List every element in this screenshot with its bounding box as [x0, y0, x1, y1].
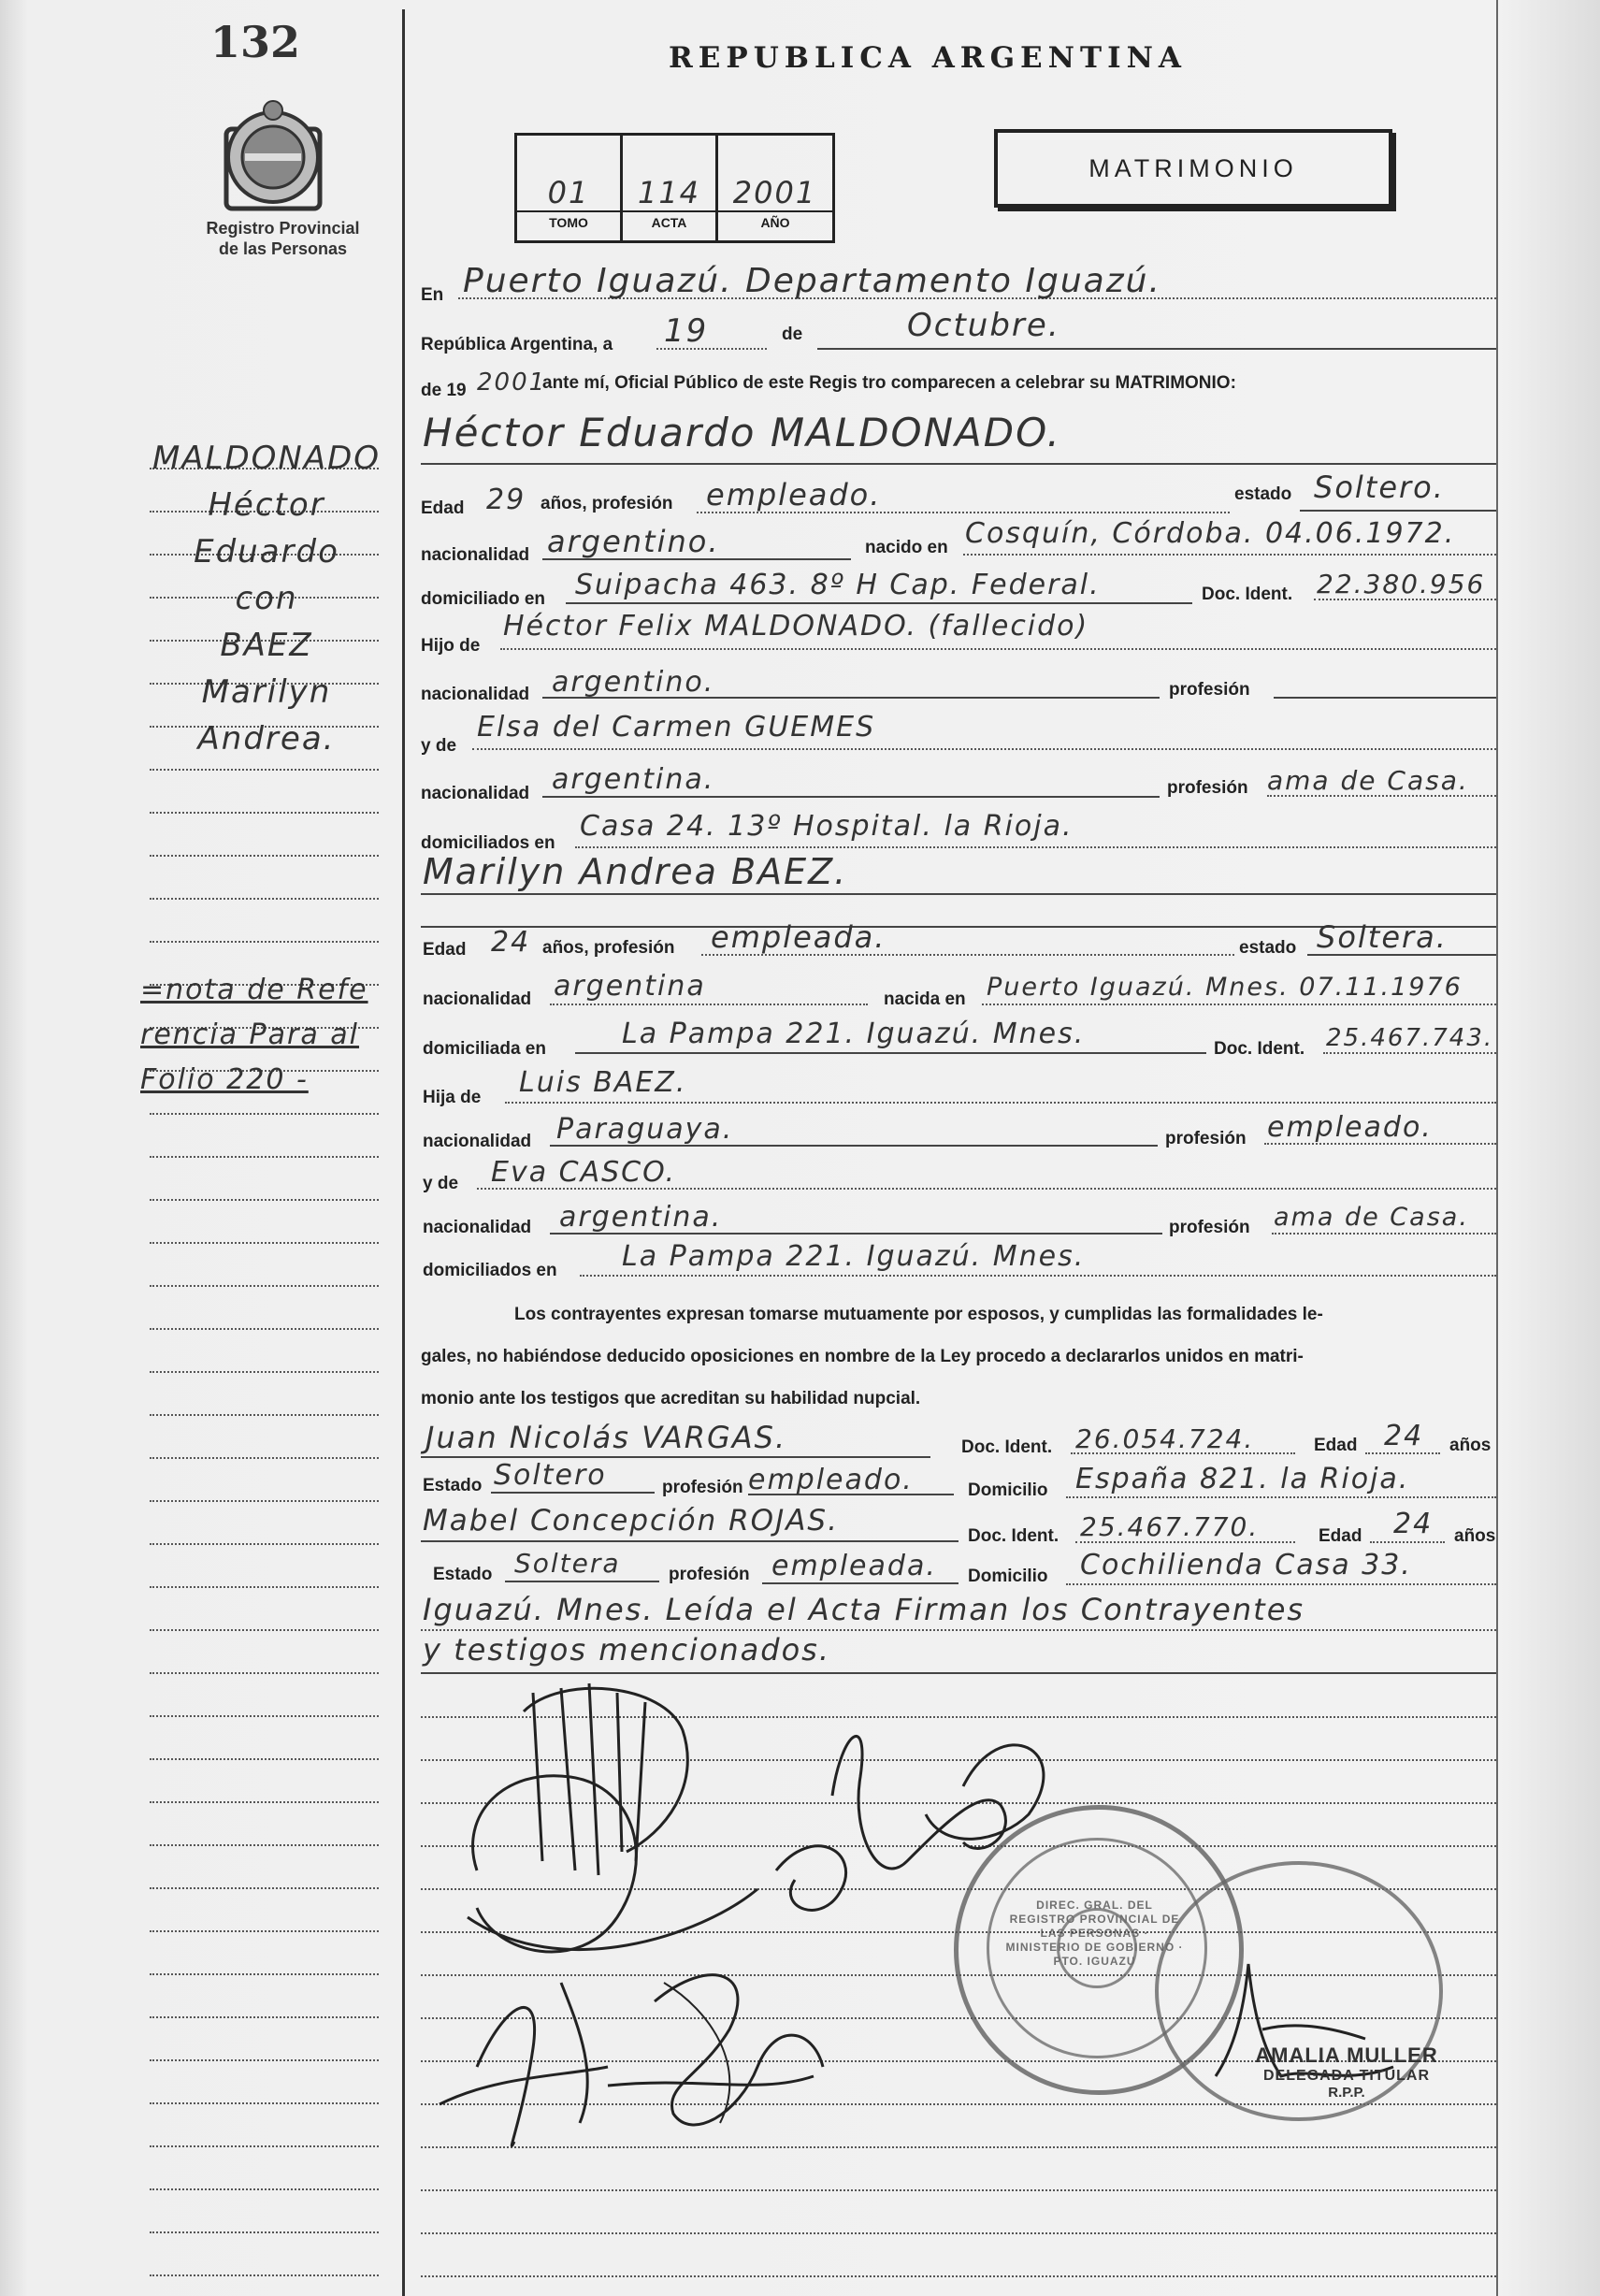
margin-ruled-line: [150, 2188, 379, 2190]
body-ruled-line: [421, 2232, 1496, 2234]
margin-ruled-line: [150, 1113, 379, 1115]
month-value: Octubre.: [907, 307, 1060, 344]
officer-name: AMALIA MULLER: [1255, 2043, 1438, 2067]
groom-age: 29: [486, 484, 526, 516]
witness1-domicilio-label: Domicilio: [968, 1480, 1048, 1500]
bride-doc-label: Doc. Ident.: [1214, 1039, 1305, 1059]
bride-father: Luis BAEZ.: [519, 1066, 687, 1099]
margin-ruled-line: [150, 1887, 379, 1889]
margin-note-line: MALDONADO: [151, 440, 382, 477]
witness2-continuation: Iguazú. Mnes. Leída el Acta Firman los Contrayentes: [423, 1592, 1305, 1627]
margin-note-line: con: [235, 580, 298, 617]
groom-estado-label: estado: [1234, 484, 1292, 504]
margin-ruled-line: [150, 1672, 379, 1674]
declaration-line1: Los contrayentes expresan tomarse mutuamente por esposos, y cumplidas las formalidades le-: [514, 1305, 1323, 1324]
margin-note-line: Héctor: [208, 486, 325, 524]
registry-name: [182, 218, 383, 259]
margin-ruled-line: [150, 1457, 379, 1459]
witness2-doc: 25.467.770.: [1080, 1511, 1260, 1542]
margin-note-line: Eduardo: [194, 533, 339, 570]
bride-mother-profession: ama de Casa.: [1274, 1203, 1469, 1232]
groom-nacionalidad-label: nacionalidad: [421, 545, 530, 565]
groom-nationality: argentino.: [547, 524, 720, 559]
margin-ruled-line: [150, 1371, 379, 1373]
bride-yde-label: y de: [423, 1174, 459, 1193]
groom-mother: Elsa del Carmen GUEMES: [477, 711, 876, 744]
margin-ruled-line: [150, 2231, 379, 2233]
officer-stamp: [1225, 2043, 1468, 2101]
witness1-profesion-label: profesión: [662, 1478, 743, 1497]
bride-domiciliada-label: domiciliada en: [423, 1039, 546, 1059]
bride-profession: empleada.: [711, 919, 886, 955]
margin-ruled-line: [150, 1543, 379, 1545]
round-stamp-text: DIREC. GRAL. DEL REGISTRO PROVINCIAL DE LAS PERSONAS · MINISTERIO DE GOBIERNO · PTO. IGUAZU: [1005, 1899, 1184, 1968]
provincial-seal-logo: [217, 82, 329, 213]
witness1-doc-label: Doc. Ident.: [961, 1437, 1053, 1457]
groom-doc-label: Doc. Ident.: [1202, 585, 1293, 604]
bride-father-nationality: Paraguaya.: [556, 1113, 734, 1146]
bride-parents-address: La Pampa 221. Iguazú. Mnes.: [622, 1240, 1086, 1273]
tomo-label: TOMO: [549, 215, 588, 230]
margin-ruled-line: [150, 2016, 379, 2018]
bride-mother-nat-label: nacionalidad: [423, 1218, 532, 1237]
bride-doc: 25.467.743.: [1326, 1024, 1494, 1052]
record-box: [514, 133, 835, 243]
margin-ruled-line: [150, 2059, 379, 2061]
witness1-estado-label: Estado: [423, 1476, 483, 1495]
margin-ruled-line: [150, 769, 379, 771]
declaration-line3: monio ante los testigos que acreditan su habilidad nupcial.: [421, 1389, 921, 1408]
margin-ruled-line: [150, 1973, 379, 1975]
bride-nationality: argentina: [554, 970, 706, 1003]
groom-mother-nat-label: nacionalidad: [421, 784, 530, 803]
witness1-age: 24: [1384, 1420, 1424, 1452]
witness1-doc: 26.054.724.: [1075, 1423, 1255, 1454]
bride-nacionalidad-label: nacionalidad: [423, 989, 532, 1009]
groom-birthplace: Cosquín, Córdoba. 04.06.1972.: [965, 517, 1456, 550]
witness2-domicilio-label: Domicilio: [968, 1567, 1048, 1586]
margin-ruled-line: [150, 1156, 379, 1158]
body-ruled-line: [421, 2275, 1496, 2277]
reference-note: [140, 968, 397, 1103]
groom-yde-label: y de: [421, 736, 457, 756]
de-label: de: [782, 325, 803, 344]
witness1-address: España 821. la Rioja.: [1075, 1463, 1410, 1495]
margin-note-line: Marilyn: [201, 673, 332, 711]
bride-mother-prof-label: profesión: [1169, 1218, 1250, 1237]
margin-ruled-line: [150, 1199, 379, 1201]
bride-address: La Pampa 221. Iguazú. Mnes.: [622, 1018, 1086, 1050]
groom-mother-nationality: argentina.: [552, 763, 715, 796]
year-suffix: ante mí, Oficial Público de este Regis tro comparecen a celebrar su MATRIMONIO:: [542, 373, 1236, 393]
groom-doc: 22.380.956: [1317, 569, 1486, 599]
margin-ruled-line: [150, 2145, 379, 2147]
groom-nacido-label: nacido en: [865, 538, 948, 557]
bride-father-profession: empleado.: [1267, 1111, 1433, 1144]
margin-ruled-line: [150, 2102, 379, 2104]
witness2-status: Soltera: [514, 1548, 621, 1579]
groom-mother-profession: ama de Casa.: [1267, 765, 1469, 796]
groom-father-nat-label: nacionalidad: [421, 685, 530, 704]
reference-note-line: Folio 220 -: [140, 1063, 309, 1096]
bride-father-prof-label: profesión: [1165, 1129, 1247, 1148]
groom-status: Soltero.: [1314, 469, 1445, 505]
witness2-address: Cochilienda Casa 33.: [1080, 1549, 1412, 1581]
bride-estado-label: estado: [1239, 938, 1297, 958]
margin-ruled-line: [150, 855, 379, 857]
witness2-anos-label: años: [1454, 1526, 1496, 1546]
country-title: REPUBLICA ARGENTINA: [669, 41, 1187, 75]
witness2-name: Mabel Concepción ROJAS.: [423, 1504, 839, 1538]
act-type-box: [994, 129, 1392, 208]
witness2-age: 24: [1393, 1508, 1434, 1540]
witness2-edad-label: Edad: [1319, 1526, 1362, 1546]
bride-name: Marilyn Andrea BAEZ.: [423, 851, 848, 892]
margin-ruled-line: [150, 1930, 379, 1932]
officer-title: DELEGADA TITULAR: [1262, 2068, 1431, 2084]
place-value: Puerto Iguazú. Departamento Iguazú.: [463, 262, 1161, 300]
en-label: En: [421, 285, 444, 305]
groom-name: Héctor Eduardo MALDONADO.: [423, 410, 1061, 455]
margin-ruled-line: [150, 1629, 379, 1631]
bride-parents-dom-label: domiciliados en: [423, 1261, 557, 1280]
margin-ruled-line: [150, 1586, 379, 1588]
page-number: 132: [210, 17, 301, 67]
margin-ruled-line: [150, 898, 379, 900]
bride-age: 24: [491, 926, 531, 959]
declaration-line2: gales, no habiéndose deducido oposiciones en nombre de la Ley procedo a declararlos unidos en matri-: [421, 1347, 1304, 1366]
day-value: 19: [664, 312, 709, 350]
margin-divider: [402, 9, 405, 2296]
margin-ruled-line: [150, 812, 379, 814]
groom-parents-address: Casa 24. 13º Hospital. la Rioja.: [580, 810, 1074, 843]
officer-office: R.P.P.: [1328, 2085, 1365, 2101]
witness1-edad-label: Edad: [1314, 1436, 1358, 1455]
margin-ruled-line: [150, 1758, 379, 1760]
groom-profession: empleado.: [706, 477, 882, 513]
right-border: [1496, 0, 1498, 2296]
margin-note-line: BAEZ: [220, 627, 313, 664]
reference-note-line: rencia Para al: [140, 1018, 360, 1051]
bride-anos-profesion-label: años, profesión: [542, 938, 675, 958]
closing-phrase: y testigos mencionados.: [423, 1632, 831, 1668]
groom-domiciliado-label: domiciliado en: [421, 589, 546, 609]
groom-edad-label: Edad: [421, 498, 465, 518]
groom-mother-prof-label: profesión: [1167, 778, 1248, 798]
acta-value: 114: [637, 175, 701, 210]
margin-ruled-line: [150, 1242, 379, 1244]
groom-address: Suipacha 463. 8º H Cap. Federal.: [575, 569, 1101, 601]
margin-note-line: Andrea.: [197, 720, 336, 758]
tomo-value: 01: [547, 175, 590, 210]
bride-hija-label: Hija de: [423, 1088, 482, 1107]
registry-name-line1: Registro Provincial: [206, 219, 360, 238]
witness1-name: Juan Nicolás VARGAS.: [425, 1420, 787, 1455]
anio-value: 2001: [732, 175, 817, 210]
republica-label: República Argentina, a: [421, 335, 613, 354]
body-ruled-line: [421, 2189, 1496, 2191]
year-prefix: de 19: [421, 381, 467, 400]
reference-note-line: =nota de Refe: [140, 974, 368, 1006]
witness2-profesion-label: profesión: [669, 1565, 750, 1584]
margin-ruled-line: [150, 1328, 379, 1330]
bride-mother: Eva CASCO.: [491, 1156, 677, 1189]
bride-nacida-label: nacida en: [884, 989, 966, 1009]
bride-birthplace: Puerto Iguazú. Mnes. 07.11.1976: [987, 973, 1463, 1002]
witness1-status: Soltero: [494, 1459, 607, 1492]
bride-edad-label: Edad: [423, 940, 467, 960]
registry-name-line2: de las Personas: [218, 239, 348, 258]
margin-ruled-line: [150, 1844, 379, 1846]
witness2-profession: empleada.: [771, 1550, 937, 1582]
margin-note: [140, 435, 393, 762]
witness1-anos-label: años: [1449, 1436, 1492, 1455]
margin-ruled-line: [150, 1801, 379, 1803]
groom-father-prof-label: profesión: [1169, 680, 1250, 700]
anio-label: AÑO: [760, 215, 790, 230]
bride-status: Soltera.: [1317, 919, 1448, 955]
groom-father-nationality: argentino.: [552, 666, 715, 699]
groom-anos-profesion-label: años, profesión: [541, 494, 673, 513]
acta-label: ACTA: [651, 215, 687, 230]
groom-hijo-label: Hijo de: [421, 636, 481, 656]
groom-parents-dom-label: domiciliados en: [421, 833, 555, 853]
witness2-estado-label: Estado: [433, 1565, 493, 1584]
margin-ruled-line: [150, 2274, 379, 2276]
margin-ruled-line: [150, 1414, 379, 1416]
margin-ruled-line: [150, 1715, 379, 1717]
groom-father: Héctor Felix MALDONADO. (fallecido): [503, 610, 1089, 643]
margin-ruled-line: [150, 1285, 379, 1287]
margin-ruled-line: [150, 941, 379, 943]
margin-ruled-line: [150, 1500, 379, 1502]
bride-father-nat-label: nacionalidad: [423, 1132, 532, 1151]
bride-mother-nationality: argentina.: [559, 1201, 723, 1234]
declaration: [421, 1293, 1496, 1420]
witness1-profession: empleado.: [748, 1464, 914, 1496]
year-value: 2001: [477, 368, 547, 397]
act-type-label: MATRIMONIO: [1088, 153, 1298, 182]
witness2-doc-label: Doc. Ident.: [968, 1526, 1059, 1546]
